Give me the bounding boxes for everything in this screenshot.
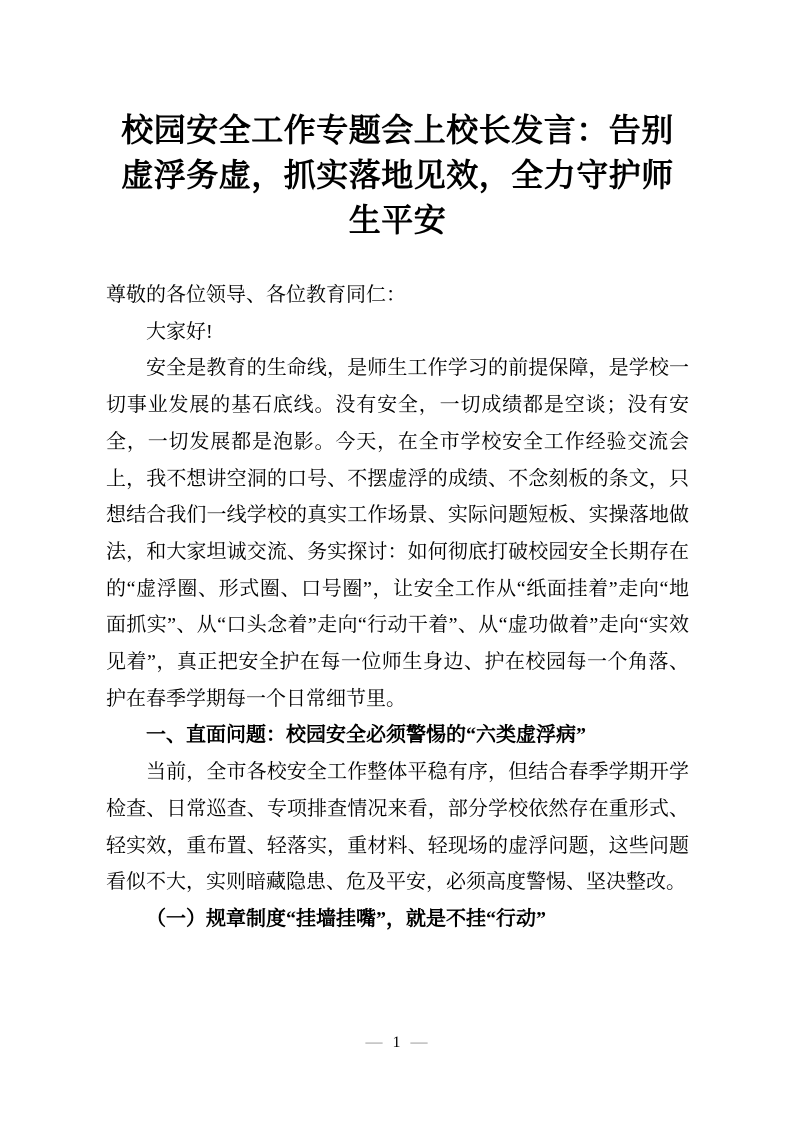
page-number: 1 bbox=[392, 1034, 401, 1051]
footer-left-dash: — bbox=[365, 1032, 383, 1051]
greeting-line: 大家好! bbox=[146, 320, 213, 343]
section-1-paragraph: 当前，全市各校安全工作整体平稳有序，但结合春季学期开学检查、日常巡查、专项排查情况来看，部分学校依然存在重形式、轻实效，重布置、轻落实，重材料、轻现场的虚浮问题，这些问题看似不大，实则暗藏隐患、危及平安，必须高度警惕、坚决整改。 bbox=[106, 761, 689, 894]
footer-right-dash: — bbox=[410, 1032, 428, 1051]
intro-paragraph: 安全是教育的生命线，是师生工作学习的前提保障，是学校一切事业发展的基石底线。没有安全，一切成绩都是空谈；没有安全，一切发展都是泡影。今天，在全市学校安全工作经验交流会上，我不想讲空洞的口号、不摆虚浮的成绩、不念刻板的条文，只想结合我们一线学校的真实工作场景、实际问题短板、实操落地做法，和大家坦诚交流、务实探讨：如何彻底打破校园安全长期存在的“虚浮圈、形式圈、口号圈”，让安全工作从“纸面挂着”走向“地面抓实”、从“口头念着”走向“行动干着”、从“虚功做着”走向“实效见着”，真正把安全护在每一位师生身边、护在校园每一个角落、护在春季学期每一个日常细节里。 bbox=[106, 357, 689, 710]
section-1-heading: 一、直面问题：校园安全必须警惕的“六类虚浮病” bbox=[146, 724, 586, 747]
salutation-line: 尊敬的各位领导、各位教育同仁： bbox=[106, 284, 406, 306]
subsection-1-heading: （一）规章制度“挂墙挂嘴”，就是不挂“行动” bbox=[146, 907, 546, 930]
document-body bbox=[106, 277, 689, 938]
page-footer bbox=[0, 1031, 793, 1054]
document-title: 校园安全工作专题会上校长发言：告别虚浮务虚，抓实落地见效，全力守护师生平安 bbox=[121, 112, 674, 238]
